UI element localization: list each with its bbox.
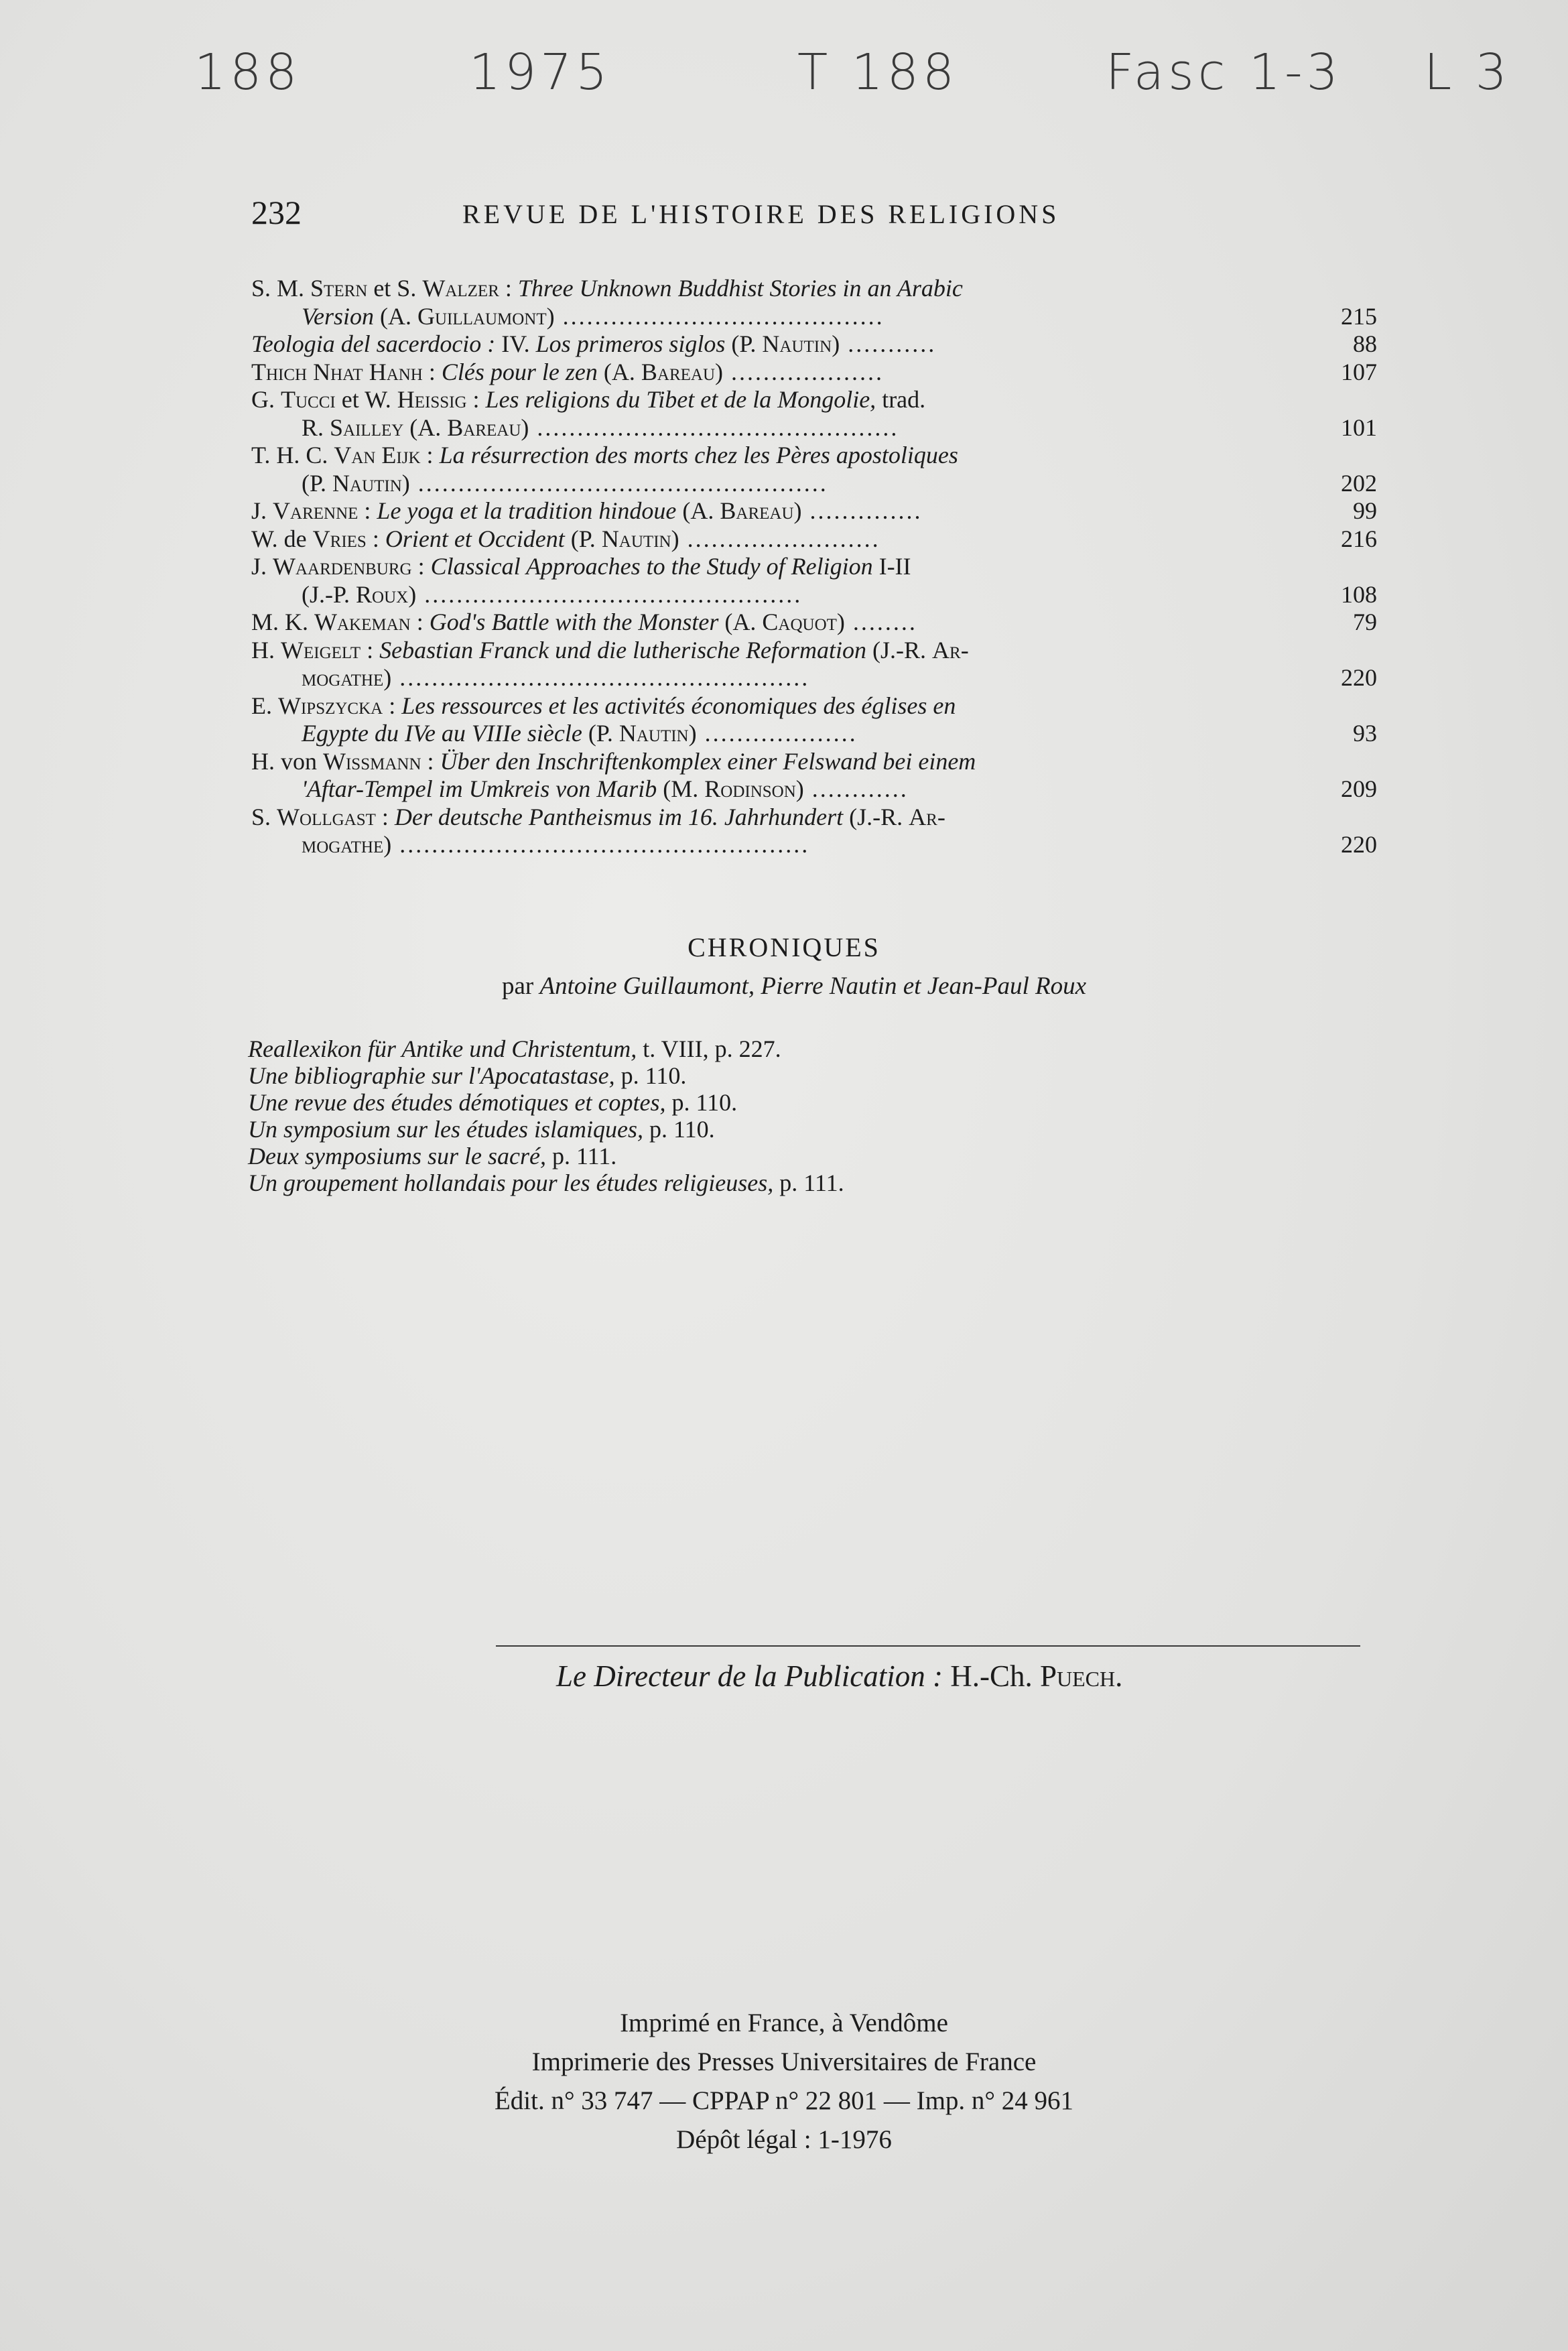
index-entry xyxy=(251,275,1377,330)
entry-page-number: 107 xyxy=(1341,358,1377,385)
chronique-item xyxy=(248,1116,1387,1143)
entry-text: ) xyxy=(795,775,804,802)
entry-page-number: 99 xyxy=(1353,497,1377,524)
entry-text: (P. xyxy=(564,525,602,552)
handwritten-note: 1975 xyxy=(469,44,612,101)
chronique-title: Un groupement hollandais pour les études religieuses, xyxy=(248,1169,774,1196)
entry-text: Nautin xyxy=(762,330,832,357)
imprint-line: Imprimerie des Presses Universitaires de France xyxy=(531,2047,1037,2076)
index-entry xyxy=(251,637,1377,692)
leader-dots: ............ xyxy=(803,775,909,802)
entry-line xyxy=(251,386,1377,414)
entry-page-number: 88 xyxy=(1353,330,1377,357)
entry-text: Three Unknown Buddhist Stories in an Arabic xyxy=(517,275,963,302)
entry-text: Sebastian Franck und die lutherische Reformation xyxy=(379,636,867,663)
entry-text: : xyxy=(466,386,486,413)
imprint-line: Imprimé en France, à Vendôme xyxy=(620,2009,948,2037)
entry-text: Stern xyxy=(310,275,368,302)
handwritten-note: L 3 xyxy=(1424,44,1511,101)
entry-text: ) xyxy=(383,664,392,691)
entry-text: : xyxy=(366,525,385,552)
entry-text: mogathe xyxy=(302,664,384,691)
entry-text: Bareau xyxy=(720,497,794,524)
entry-text: trad. xyxy=(876,386,926,413)
entry-text: IV. xyxy=(501,330,536,357)
handwritten-note: T 188 xyxy=(797,44,958,101)
index-entry xyxy=(251,442,1377,497)
chronique-ref: p. 110. xyxy=(614,1062,687,1089)
leader-dots: ............................................. xyxy=(529,414,899,441)
entry-page-number: 93 xyxy=(1353,720,1377,747)
entry-text: Wissmann xyxy=(323,747,421,775)
entry-text: Bareau xyxy=(641,358,715,385)
chronique-item xyxy=(248,1089,1387,1116)
entry-text: Guillaumont xyxy=(417,302,547,330)
entry-text: W. de xyxy=(251,525,313,552)
entry-text: Teologia del sacerdocio : xyxy=(251,330,502,357)
entry-text: Wakeman xyxy=(314,609,411,635)
handwritten-annotations xyxy=(0,37,1568,117)
chronique-title: Un symposium sur les études islamiques, xyxy=(248,1116,643,1143)
entry-text: Wollgast xyxy=(277,803,376,830)
leader-dots: ................... xyxy=(723,358,884,385)
entry-text: (A. xyxy=(597,358,641,385)
entry-page-number: 220 xyxy=(1341,664,1377,691)
entry-text: Der deutsche Pantheismus im 16. Jahrhundert xyxy=(394,803,844,830)
index-entry xyxy=(251,359,1377,387)
entry-text: mogathe xyxy=(302,831,384,858)
chronique-title: Reallexikon für Antike und Christentum, xyxy=(248,1035,637,1062)
leader-dots: ........................ xyxy=(679,525,880,552)
entry-text: ) xyxy=(383,831,392,858)
leader-dots: ........ xyxy=(844,609,917,635)
entry-page-number: 108 xyxy=(1341,580,1377,608)
entry-text: La résurrection des morts chez les Pères apostoliques xyxy=(439,442,958,468)
running-head xyxy=(251,193,1377,240)
director-initials: H.-Ch. xyxy=(950,1659,1033,1693)
entry-text: Wipszycka xyxy=(278,692,383,719)
entry-line xyxy=(251,692,1377,720)
handwritten-note: 188 xyxy=(194,44,302,101)
entry-text: J. xyxy=(251,497,273,524)
entry-text: Walzer xyxy=(422,275,499,302)
entry-text: : xyxy=(375,803,395,830)
chroniques-heading: CHRONIQUES xyxy=(688,932,880,962)
entry-text: ) xyxy=(408,580,417,608)
entry-text: (J.-R. xyxy=(866,636,933,663)
byline-prefix: par xyxy=(501,972,540,1000)
handwritten-note: Fasc 1-3 xyxy=(1106,44,1342,101)
chronique-ref: p. 110. xyxy=(665,1089,738,1116)
entry-line xyxy=(251,775,1377,804)
entry-text: H. von xyxy=(251,747,323,775)
entry-text: Van Eijk xyxy=(334,442,421,468)
entry-line xyxy=(251,497,1377,525)
entry-text: : xyxy=(358,497,377,524)
entry-text: Nautin xyxy=(601,525,671,552)
entry-line xyxy=(251,275,1377,303)
entry-text: (P. xyxy=(725,330,763,357)
index-entry xyxy=(251,330,1377,359)
entry-text: Nautin xyxy=(618,720,689,747)
entry-text: Roux xyxy=(356,580,409,608)
entry-line xyxy=(251,637,1377,665)
entry-text: ) xyxy=(715,358,723,385)
entry-page-number: 202 xyxy=(1341,469,1377,497)
director-label: Le Directeur de la Publication : xyxy=(556,1659,943,1693)
imprint-line: Dépôt légal : 1-1976 xyxy=(676,2125,892,2154)
chronique-title: Une revue des études démotiques et coptes, xyxy=(248,1089,666,1116)
entry-text: Egypte du IVe au VIIIe siècle xyxy=(302,720,582,747)
chronique-ref: p. 111. xyxy=(545,1143,617,1169)
chronique-ref: t. VIII, p. 227. xyxy=(637,1035,781,1062)
entry-text: (J.-R. xyxy=(843,803,909,830)
publication-director xyxy=(556,1659,1374,1694)
entry-text: ) xyxy=(521,414,529,441)
entry-line xyxy=(251,330,1377,359)
entry-text: G. xyxy=(251,386,281,413)
entry-line xyxy=(251,664,1377,692)
entry-line xyxy=(251,525,1377,554)
divider-rule xyxy=(496,1645,1360,1647)
entry-text: ) xyxy=(688,720,697,747)
entry-text: Nautin xyxy=(332,469,402,497)
chroniques-byline xyxy=(0,972,1568,1001)
chroniques-list xyxy=(248,1035,1387,1196)
entry-text: (M. xyxy=(657,775,705,802)
entry-line xyxy=(251,609,1377,637)
entry-text: Les religions du Tibet et de la Mongolie, xyxy=(485,386,876,413)
entry-text: : xyxy=(421,747,440,775)
entry-text: Tucci xyxy=(281,386,336,413)
entry-line xyxy=(251,359,1377,387)
entry-text: Le yoga et la tradition hindoue xyxy=(377,497,677,524)
entry-line xyxy=(251,804,1377,832)
chronique-title: Une bibliographie sur l'Apocatastase, xyxy=(248,1062,615,1089)
entry-text: I-II xyxy=(872,553,911,580)
entry-text: ) xyxy=(546,302,555,330)
leader-dots: ........................................ xyxy=(554,302,885,330)
entry-line xyxy=(251,553,1377,581)
entry-text: Vries xyxy=(312,525,367,552)
entry-text: (J.-P. xyxy=(302,580,356,608)
entry-text: Les ressources et les activités économiques des églises en xyxy=(401,692,956,719)
entry-text: : xyxy=(420,442,440,468)
entry-page-number: 101 xyxy=(1341,414,1377,441)
entry-text: Sailley xyxy=(330,414,404,441)
entry-text: : xyxy=(383,692,402,719)
entry-line xyxy=(251,303,1377,331)
entry-text: (P. xyxy=(582,720,619,747)
chronique-title: Deux symposiums sur le sacré, xyxy=(248,1143,546,1169)
entry-line xyxy=(251,831,1377,859)
director-surname: Puech. xyxy=(1039,1659,1123,1693)
entry-text: (A. xyxy=(374,302,417,330)
entry-text: S. M. xyxy=(251,275,311,302)
entry-text: E. xyxy=(251,692,278,719)
entry-text: : xyxy=(422,358,442,385)
entry-text: T. H. C. xyxy=(251,442,334,468)
imprint-block xyxy=(0,2004,1568,2159)
entry-line xyxy=(251,581,1377,609)
imprint-line: Édit. n° 33 747 — CPPAP n° 22 801 — Imp. n° 24 961 xyxy=(494,2086,1074,2115)
chronique-ref: p. 111. xyxy=(773,1169,844,1196)
entry-text: 'Aftar-Tempel im Umkreis von Marib xyxy=(302,775,657,802)
entry-text: : xyxy=(361,636,380,663)
entry-text: et S. xyxy=(367,275,423,302)
entry-text: ) xyxy=(832,330,840,357)
review-index-list xyxy=(251,275,1377,859)
entry-text: Orient et Occident xyxy=(385,525,565,552)
entry-text: Weigelt xyxy=(281,636,361,663)
index-entry xyxy=(251,804,1377,859)
entry-line xyxy=(251,470,1377,498)
entry-text: Classical Approaches to the Study of Religion xyxy=(430,553,873,580)
entry-page-number: 220 xyxy=(1341,831,1377,858)
entry-page-number: 215 xyxy=(1341,302,1377,330)
index-entry xyxy=(251,525,1377,554)
index-entry xyxy=(251,386,1377,442)
entry-page-number: 79 xyxy=(1353,609,1377,635)
entry-text: Bareau xyxy=(447,414,521,441)
entry-page-number: 216 xyxy=(1341,525,1377,552)
leader-dots: ................................................... xyxy=(391,831,810,858)
entry-text: ) xyxy=(793,497,802,524)
chronique-item xyxy=(248,1169,1387,1196)
journal-title: REVUE DE L'HISTOIRE DES RELIGIONS xyxy=(462,199,1060,229)
entry-line xyxy=(251,442,1377,470)
entry-text: Thich Nhat Hanh xyxy=(251,358,423,385)
chronique-ref: p. 110. xyxy=(643,1116,715,1143)
entry-page-number: 209 xyxy=(1341,775,1377,802)
entry-text: J. xyxy=(251,553,273,580)
entry-text: : xyxy=(410,609,430,635)
entry-text: Rodinson xyxy=(704,775,796,802)
entry-text: Version xyxy=(302,302,374,330)
entry-line xyxy=(251,720,1377,748)
entry-text: Waardenburg xyxy=(273,553,412,580)
chronique-item xyxy=(248,1062,1387,1089)
entry-text: (A. xyxy=(403,414,448,441)
entry-text: (A. xyxy=(718,609,763,635)
entry-text: ) xyxy=(671,525,679,552)
entry-text: Heissig xyxy=(397,386,467,413)
entry-text: Über den Inschriftenkomplex einer Felswand bei einem xyxy=(440,747,976,775)
entry-text: H. xyxy=(251,636,281,663)
leader-dots: .............. xyxy=(801,497,923,524)
entry-text: Ar- xyxy=(909,803,945,830)
index-entry xyxy=(251,553,1377,609)
entry-text: ) xyxy=(401,469,410,497)
entry-text: (A. xyxy=(676,497,720,524)
entry-text: God's Battle with the Monster xyxy=(429,609,719,635)
index-entry xyxy=(251,748,1377,804)
entry-text: Varenne xyxy=(273,497,358,524)
leader-dots: ................................................... xyxy=(409,469,828,497)
entry-text: ) xyxy=(836,609,845,635)
chronique-item xyxy=(248,1035,1387,1062)
entry-text: Los primeros siglos xyxy=(535,330,726,357)
leader-dots: ................... xyxy=(696,720,858,747)
entry-text: et W. xyxy=(335,386,397,413)
chronique-item xyxy=(248,1143,1387,1169)
byline-authors: Antoine Guillaumont, Pierre Nautin et Jean-Paul Roux xyxy=(539,972,1087,1000)
leader-dots: ........... xyxy=(840,330,937,357)
entry-text: S. xyxy=(251,803,277,830)
entry-line xyxy=(251,748,1377,776)
index-entry xyxy=(251,609,1377,637)
entry-text: : xyxy=(499,275,518,302)
entry-text: R. xyxy=(302,414,330,441)
entry-text: Clés pour le zen xyxy=(441,358,598,385)
entry-text: (P. xyxy=(302,469,333,497)
page-number: 232 xyxy=(251,194,302,231)
index-entry xyxy=(251,692,1377,748)
index-entry xyxy=(251,497,1377,525)
leader-dots: ................................................... xyxy=(391,664,810,691)
entry-text: Caquot xyxy=(762,609,837,635)
entry-text: Ar- xyxy=(932,636,969,663)
entry-text: : xyxy=(411,553,431,580)
entry-text: M. K. xyxy=(251,609,315,635)
entry-line xyxy=(251,414,1377,442)
leader-dots: ............................................... xyxy=(416,580,803,608)
